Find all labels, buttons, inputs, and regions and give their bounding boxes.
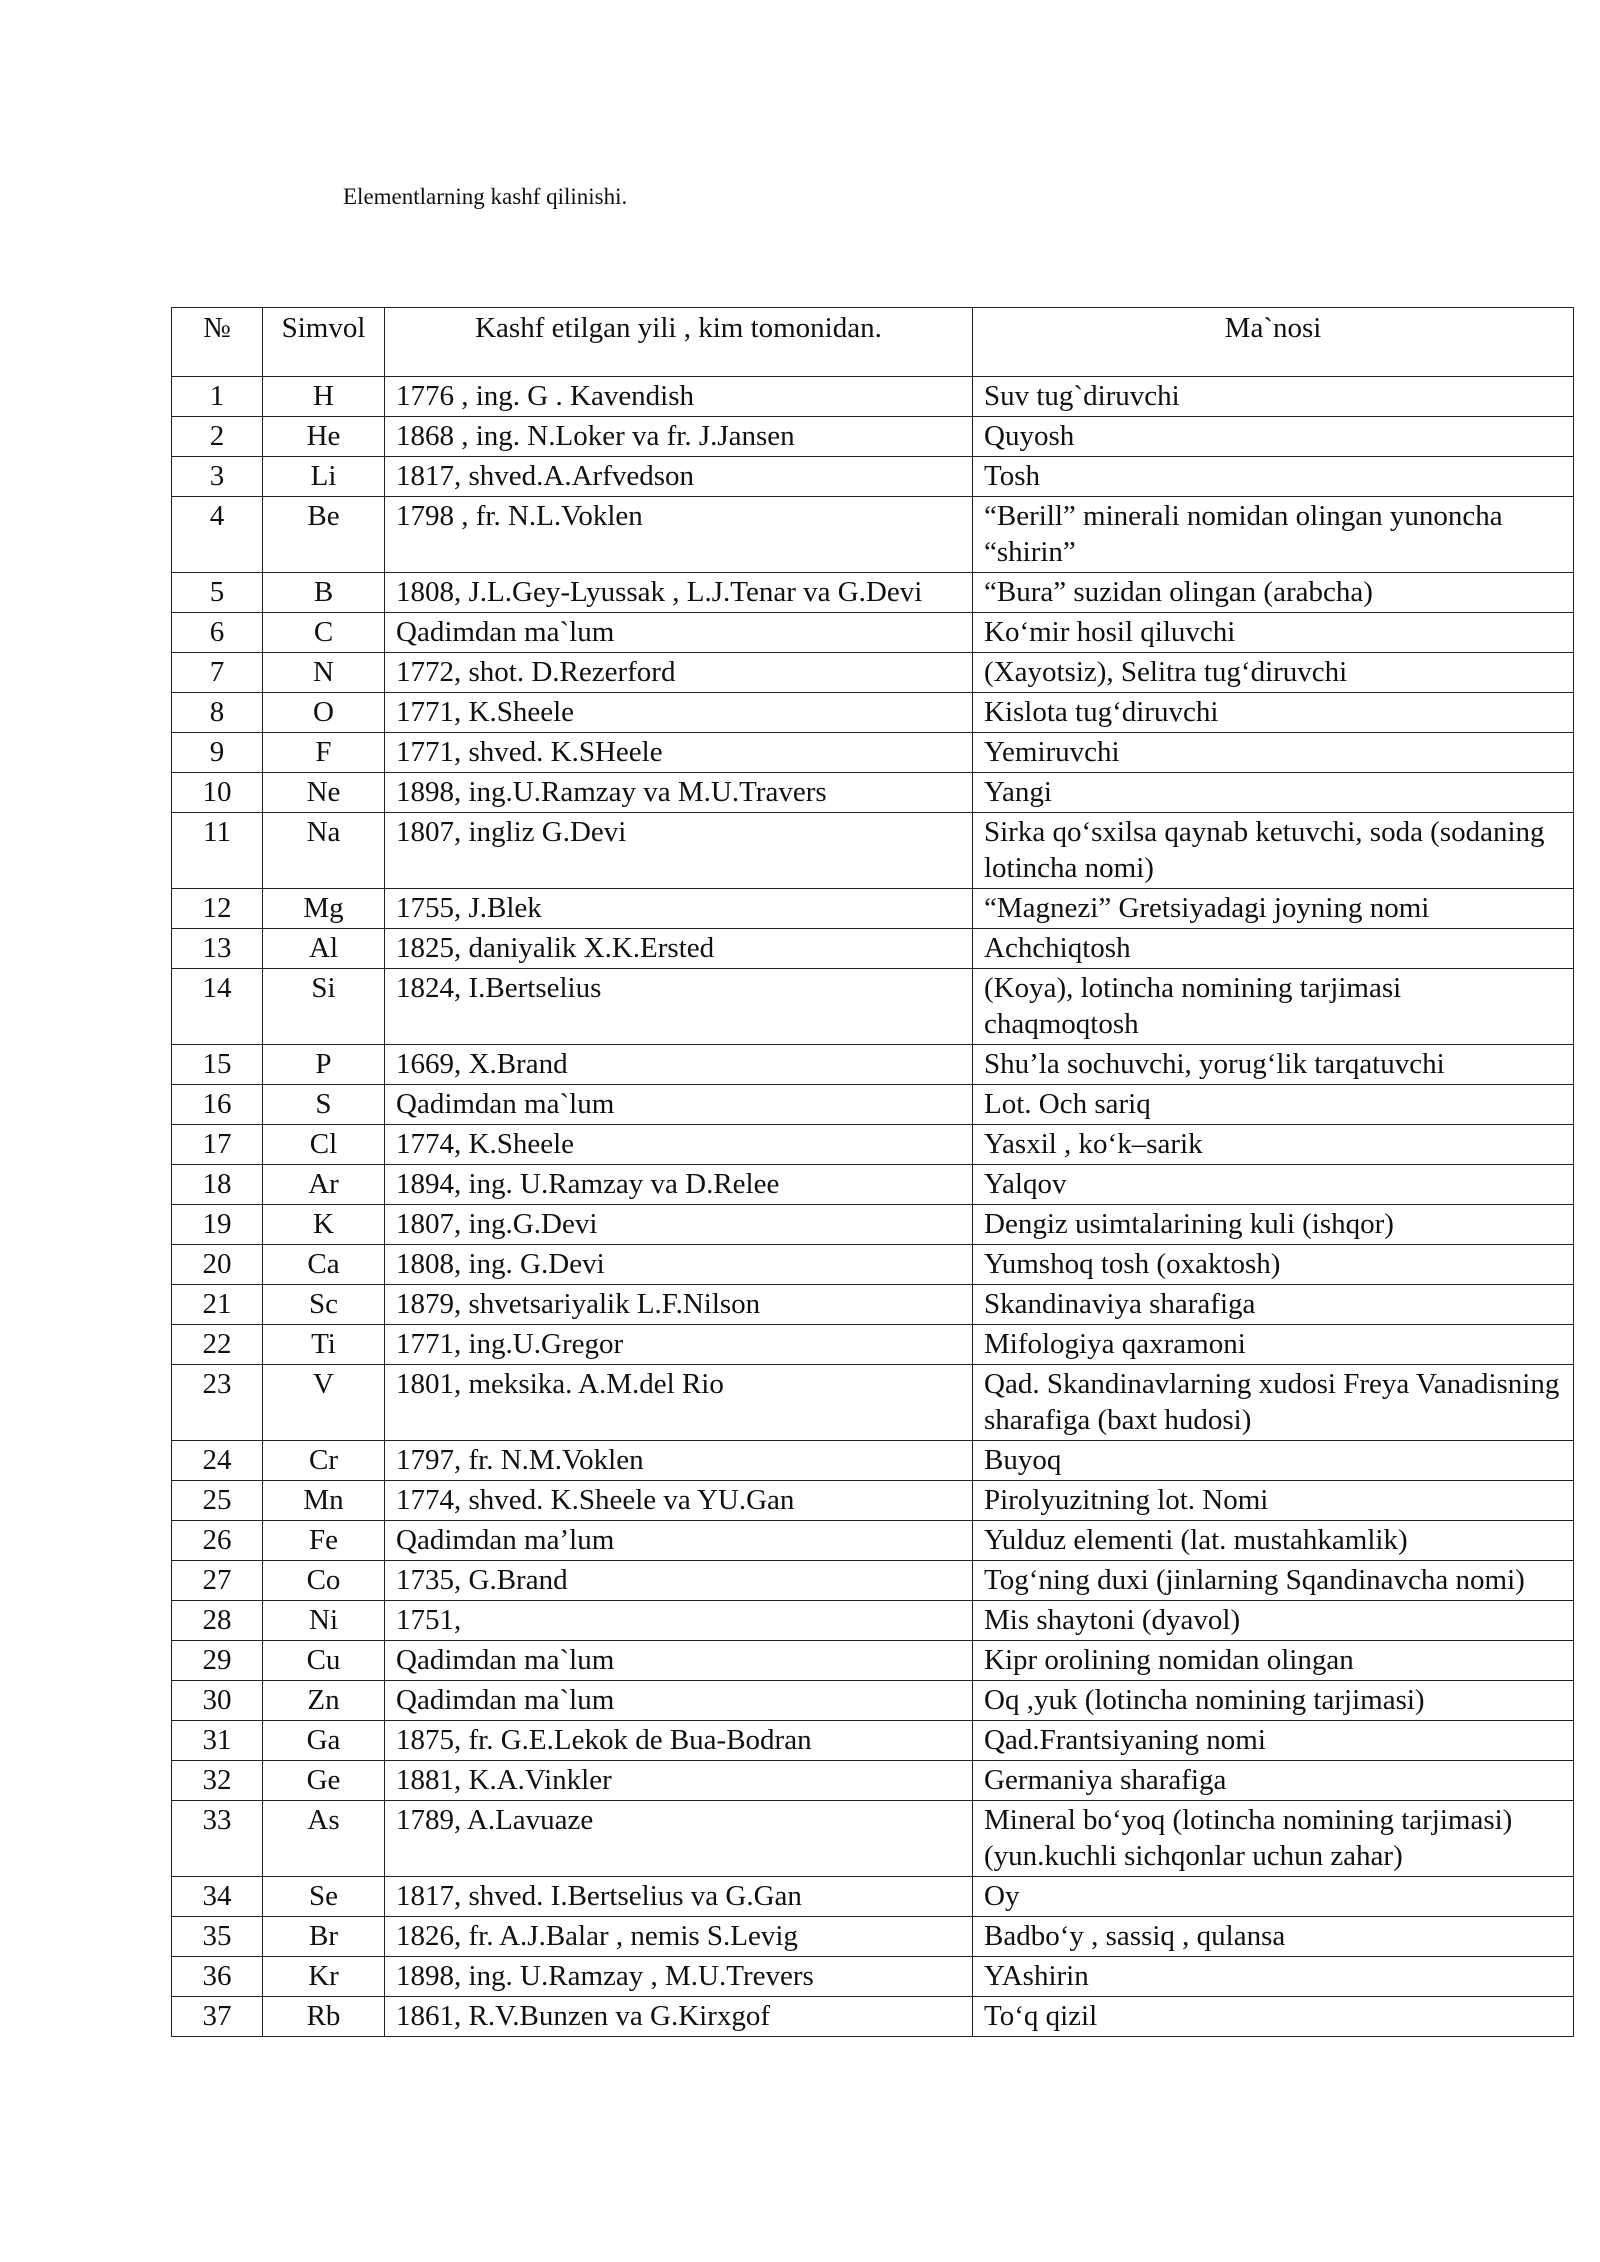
cell-symbol: Ge [263,1761,385,1801]
cell-symbol: He [263,417,385,457]
table-row [172,1997,1574,2037]
cell-number: 29 [172,1641,263,1681]
table-row [172,1761,1574,1801]
cell-meaning: Achchiqtosh [973,929,1574,969]
cell-discovery: 1776 , ing. G . Kavendish [385,377,973,417]
cell-number: 15 [172,1045,263,1085]
cell-symbol: Fe [263,1521,385,1561]
cell-symbol: N [263,653,385,693]
cell-discovery: 1817, shved.A.Arfvedson [385,457,973,497]
cell-number: 12 [172,889,263,929]
cell-discovery: 1751, [385,1601,973,1641]
table-row [172,1641,1574,1681]
cell-number: 23 [172,1365,263,1441]
cell-meaning: Tosh [973,457,1574,497]
table-row [172,1325,1574,1365]
header-number: № [172,308,263,377]
cell-discovery: 1735, G.Brand [385,1561,973,1601]
cell-discovery: Qadimdan ma`lum [385,1681,973,1721]
cell-symbol: H [263,377,385,417]
cell-symbol: F [263,733,385,773]
page-title: Elementlarning kashf qilinishi. [343,184,628,209]
cell-meaning: Mis shaytoni (dyavol) [973,1601,1574,1641]
cell-number: 25 [172,1481,263,1521]
cell-number: 9 [172,733,263,773]
table-row [172,1601,1574,1641]
cell-discovery: 1755, J.Blek [385,889,973,929]
cell-meaning: (Koya), lotincha nomining tarjimasi chaqmoqtosh [973,969,1574,1045]
header-meaning: Ma`nosi [973,308,1574,377]
cell-symbol: B [263,573,385,613]
table-row [172,773,1574,813]
cell-symbol: As [263,1801,385,1877]
cell-symbol: Kr [263,1957,385,1997]
cell-discovery: 1798 , fr. N.L.Voklen [385,497,973,573]
cell-meaning: Oq ,yuk (lotincha nomining tarjimasi) [973,1681,1574,1721]
cell-discovery: 1898, ing.U.Ramzay va M.U.Travers [385,773,973,813]
cell-discovery: 1881, K.A.Vinkler [385,1761,973,1801]
table-row [172,889,1574,929]
cell-discovery: 1808, J.L.Gey-Lyussak , L.J.Tenar va G.Devi [385,573,973,613]
cell-number: 22 [172,1325,263,1365]
cell-number: 10 [172,773,263,813]
cell-discovery: 1817, shved. I.Bertselius va G.Gan [385,1877,973,1917]
table-row [172,1801,1574,1877]
cell-number: 11 [172,813,263,889]
cell-symbol: Ne [263,773,385,813]
table-row [172,1441,1574,1481]
cell-meaning: To‘q qizil [973,1997,1574,2037]
cell-symbol: Li [263,457,385,497]
table-row [172,653,1574,693]
cell-discovery: 1875, fr. G.E.Lekok de Bua-Bodran [385,1721,973,1761]
cell-symbol: Ga [263,1721,385,1761]
cell-number: 33 [172,1801,263,1877]
cell-number: 2 [172,417,263,457]
cell-number: 8 [172,693,263,733]
cell-number: 5 [172,573,263,613]
cell-symbol: Si [263,969,385,1045]
cell-number: 18 [172,1165,263,1205]
table-row [172,613,1574,653]
table-row [172,1681,1574,1721]
cell-meaning: Mifologiya qaxramoni [973,1325,1574,1365]
table-row [172,377,1574,417]
cell-meaning: Qad.Frantsiyaning nomi [973,1721,1574,1761]
cell-discovery: 1861, R.V.Bunzen va G.Kirxgof [385,1997,973,2037]
cell-number: 16 [172,1085,263,1125]
cell-discovery: 1868 , ing. N.Loker va fr. J.Jansen [385,417,973,457]
cell-number: 31 [172,1721,263,1761]
cell-discovery: 1826, fr. A.J.Balar , nemis S.Levig [385,1917,973,1957]
cell-meaning: “Bura” suzidan olingan (arabcha) [973,573,1574,613]
cell-discovery: 1824, I.Bertselius [385,969,973,1045]
cell-symbol: Ni [263,1601,385,1641]
table-row [172,1365,1574,1441]
cell-number: 36 [172,1957,263,1997]
table-row [172,1917,1574,1957]
cell-discovery: 1797, fr. N.M.Voklen [385,1441,973,1481]
cell-discovery: 1771, K.Sheele [385,693,973,733]
table-row [172,693,1574,733]
cell-meaning: Badbo‘y , sassiq , qulansa [973,1917,1574,1957]
table-row [172,1521,1574,1561]
cell-number: 1 [172,377,263,417]
table-row [172,497,1574,573]
table-row [172,417,1574,457]
cell-meaning: Ko‘mir hosil qiluvchi [973,613,1574,653]
cell-number: 20 [172,1245,263,1285]
cell-meaning: Buyoq [973,1441,1574,1481]
cell-discovery: 1669, X.Brand [385,1045,973,1085]
cell-symbol: Ti [263,1325,385,1365]
cell-symbol: Mg [263,889,385,929]
table-row [172,929,1574,969]
cell-discovery: 1801, meksika. A.M.del Rio [385,1365,973,1441]
cell-meaning: Yangi [973,773,1574,813]
cell-discovery: 1879, shvetsariyalik L.F.Nilson [385,1285,973,1325]
cell-symbol: Cu [263,1641,385,1681]
cell-meaning: “Magnezi” Gretsiyadagi joyning nomi [973,889,1574,929]
cell-meaning: Germaniya sharafiga [973,1761,1574,1801]
cell-meaning: YAshirin [973,1957,1574,1997]
cell-meaning: Kislota tug‘diruvchi [973,693,1574,733]
table-row [172,1045,1574,1085]
table-row [172,733,1574,773]
cell-symbol: Zn [263,1681,385,1721]
cell-discovery: 1771, shved. K.SHeele [385,733,973,773]
cell-symbol: Br [263,1917,385,1957]
cell-symbol: C [263,613,385,653]
cell-symbol: Mn [263,1481,385,1521]
cell-meaning: Lot. Och sariq [973,1085,1574,1125]
table-row [172,1561,1574,1601]
table-row [172,1481,1574,1521]
cell-number: 26 [172,1521,263,1561]
cell-discovery: 1894, ing. U.Ramzay va D.Relee [385,1165,973,1205]
cell-number: 34 [172,1877,263,1917]
cell-number: 37 [172,1997,263,2037]
table-row [172,1957,1574,1997]
table-row [172,1285,1574,1325]
cell-number: 21 [172,1285,263,1325]
cell-symbol: Na [263,813,385,889]
cell-discovery: 1771, ing.U.Gregor [385,1325,973,1365]
cell-symbol: Ca [263,1245,385,1285]
cell-meaning: Mineral bo‘yoq (lotincha nomining tarjimasi)(yun.kuchli sichqonlar uchun zahar) [973,1801,1574,1877]
cell-number: 13 [172,929,263,969]
cell-meaning: Oy [973,1877,1574,1917]
cell-symbol: P [263,1045,385,1085]
cell-number: 28 [172,1601,263,1641]
cell-meaning: Kipr orolining nomidan olingan [973,1641,1574,1681]
cell-meaning: Yumshoq tosh (oxaktosh) [973,1245,1574,1285]
cell-number: 3 [172,457,263,497]
table-row [172,1085,1574,1125]
cell-symbol: Co [263,1561,385,1601]
table-row [172,1205,1574,1245]
cell-discovery: Qadimdan ma’lum [385,1521,973,1561]
cell-symbol: Sc [263,1285,385,1325]
cell-number: 14 [172,969,263,1045]
cell-discovery: 1772, shot. D.Rezerford [385,653,973,693]
table-row [172,1125,1574,1165]
table-row [172,1245,1574,1285]
cell-discovery: 1898, ing. U.Ramzay , M.U.Trevers [385,1957,973,1997]
cell-meaning: Sirka qo‘sxilsa qaynab ketuvchi, soda (sodaning lotincha nomi) [973,813,1574,889]
header-symbol: Simvol [263,308,385,377]
cell-number: 4 [172,497,263,573]
cell-symbol: Cl [263,1125,385,1165]
cell-discovery: 1825, daniyalik X.K.Ersted [385,929,973,969]
cell-meaning: Suv tug`diruvchi [973,377,1574,417]
cell-number: 17 [172,1125,263,1165]
cell-symbol: O [263,693,385,733]
cell-discovery: 1808, ing. G.Devi [385,1245,973,1285]
table-row [172,1877,1574,1917]
table-row [172,1165,1574,1205]
cell-discovery: 1789, A.Lavuaze [385,1801,973,1877]
table-row [172,457,1574,497]
cell-meaning: “Berill” minerali nomidan olingan yunoncha “shirin” [973,497,1574,573]
cell-symbol: K [263,1205,385,1245]
cell-number: 35 [172,1917,263,1957]
cell-symbol: V [263,1365,385,1441]
cell-meaning: Dengiz usimtalarining kuli (ishqor) [973,1205,1574,1245]
cell-number: 19 [172,1205,263,1245]
elements-table [171,307,1574,2037]
cell-discovery: Qadimdan ma`lum [385,613,973,653]
cell-discovery: 1807, ingliz G.Devi [385,813,973,889]
cell-meaning: Yemiruvchi [973,733,1574,773]
header-discovery: Kashf etilgan yili , kim tomonidan. [385,308,973,377]
cell-meaning: Qad. Skandinavlarning xudosi Freya Vanadisning sharafiga (baxt hudosi) [973,1365,1574,1441]
cell-symbol: Ar [263,1165,385,1205]
cell-meaning: Shu’la sochuvchi, yorug‘lik tarqatuvchi [973,1045,1574,1085]
table-row [172,813,1574,889]
table-body [172,377,1574,2037]
cell-meaning: Yalqov [973,1165,1574,1205]
cell-meaning: Skandinaviya sharafiga [973,1285,1574,1325]
table-header-row [172,308,1574,377]
cell-symbol: Be [263,497,385,573]
table-row [172,1721,1574,1761]
cell-symbol: Rb [263,1997,385,2037]
cell-number: 7 [172,653,263,693]
cell-meaning: Yulduz elementi (lat. mustahkamlik) [973,1521,1574,1561]
table-row [172,969,1574,1045]
cell-meaning: Yasxil , ko‘k–sarik [973,1125,1574,1165]
cell-symbol: Se [263,1877,385,1917]
cell-discovery: 1774, shved. K.Sheele va YU.Gan [385,1481,973,1521]
cell-discovery: 1807, ing.G.Devi [385,1205,973,1245]
table-row [172,573,1574,613]
cell-number: 32 [172,1761,263,1801]
cell-discovery: Qadimdan ma`lum [385,1641,973,1681]
cell-number: 24 [172,1441,263,1481]
cell-discovery: Qadimdan ma`lum [385,1085,973,1125]
cell-symbol: Al [263,929,385,969]
cell-symbol: Cr [263,1441,385,1481]
cell-meaning: Tog‘ning duxi (jinlarning Sqandinavcha nomi) [973,1561,1574,1601]
cell-number: 30 [172,1681,263,1721]
cell-meaning: (Xayotsiz), Selitra tug‘diruvchi [973,653,1574,693]
cell-number: 6 [172,613,263,653]
cell-symbol: S [263,1085,385,1125]
cell-number: 27 [172,1561,263,1601]
cell-meaning: Quyosh [973,417,1574,457]
cell-discovery: 1774, K.Sheele [385,1125,973,1165]
cell-meaning: Pirolyuzitning lot. Nomi [973,1481,1574,1521]
